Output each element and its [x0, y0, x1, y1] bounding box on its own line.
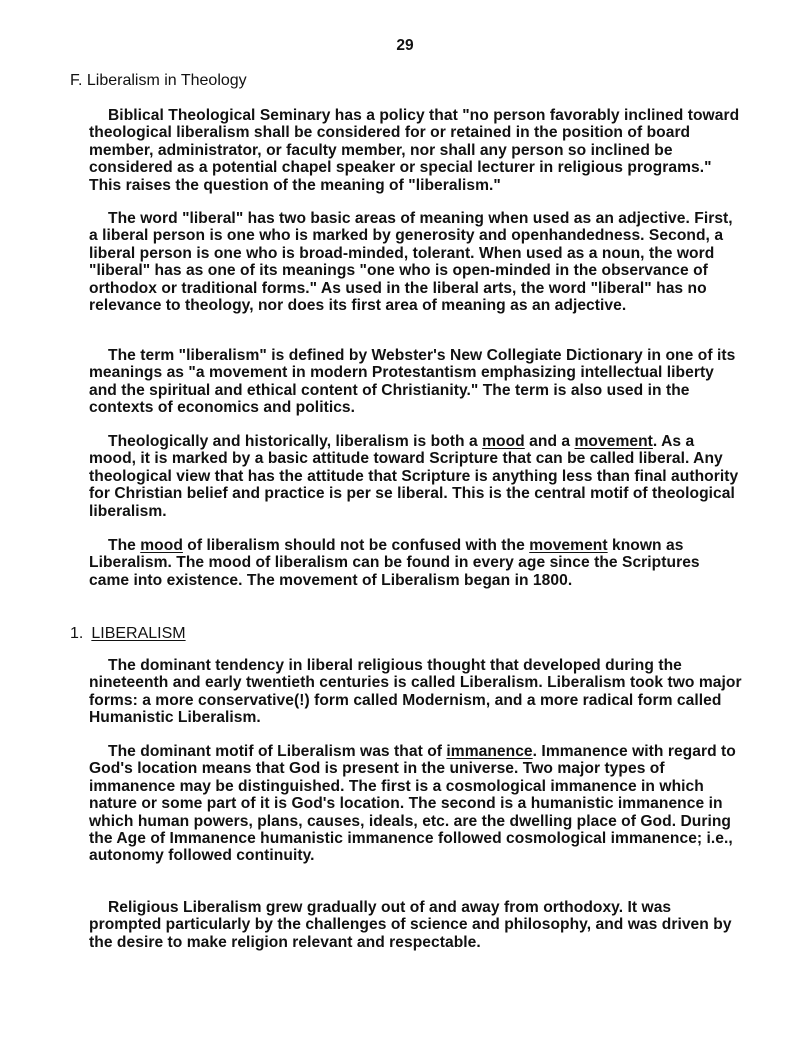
underlined-term: movement — [529, 537, 608, 554]
section-1-paragraph — [89, 743, 744, 865]
section-1-paragraph — [89, 899, 744, 951]
paragraph-text: of liberalism should not be confused with the — [182, 537, 530, 554]
section-1-paragraph — [89, 657, 744, 727]
paragraph-text: The term "liberalism" is defined by Webster's New Collegiate Dictionary in one of its meanings as "a movement in modern Protestantism emphasizing intellectual liberty and the spiritual and ethical content of Christianity." The term is also used in the contexts of economics and politics. — [89, 347, 736, 417]
paragraph-text: Biblical Theological Seminary has a policy that "no person favorably inclined toward theological liberalism shall be considered for or retained in the position of board member, administrator, or faculty member, nor shall any person so inclined be considered as a potential chapel speaker or special lecturer in religious programs." This raises the question of the meaning of "liberalism." — [89, 107, 740, 194]
underlined-term: immanence — [446, 743, 533, 760]
section-f-paragraph — [89, 210, 744, 314]
section-f-paragraph — [89, 433, 744, 520]
section-title: LIBERALISM — [91, 625, 186, 642]
paragraph-text: Religious Liberalism grew gradually out of and away from orthodoxy. It was prompted particularly by the challenges of science and philosophy, and was driven by the desire to make religion relevant and respectable. — [89, 899, 732, 951]
section-f-paragraph — [89, 347, 744, 417]
section-f-paragraph — [89, 537, 744, 589]
page-number: 29 — [396, 37, 414, 54]
section-1-heading — [70, 625, 186, 643]
paragraph-text: Theologically and historically, liberalism is both a — [108, 433, 483, 450]
section-f-heading: F. Liberalism in Theology — [70, 72, 247, 89]
paragraph-text: The word "liberal" has two basic areas of meaning when used as an adjective. First, a liberal person is one who is marked by generosity and openhandedness. Second, a liberal person is one who is broad-minded, tolerant. When used as a noun, the word "liberal" has as one of its meanings "one who is open-minded in the observance of orthodox or traditional forms." As used in the liberal arts, the word "liberal" has no relevance to theology, nor does its first area of meaning as an adjective. — [89, 210, 733, 315]
section-number: 1. — [70, 625, 84, 642]
paragraph-text: and a — [524, 433, 575, 450]
paragraph-text: . As a mood, it is marked by a basic attitude toward Scripture that can be called liberal. Any theological view that has the attitude that Scripture is anything less than final authority for Christian belief and practice is per se liberal. This is the central motif of theological liberalism. — [89, 433, 739, 520]
paragraph-text: The dominant motif of Liberalism was that of — [108, 743, 447, 760]
section-f-paragraph — [89, 107, 744, 194]
underlined-term: mood — [482, 433, 525, 450]
underlined-term: movement — [574, 433, 653, 450]
paragraph-text: known as Liberalism. The mood of liberalism can be found in every age since the Scriptures came into existence. The movement of Liberalism began in 1800. — [89, 537, 700, 589]
paragraph-text: . Immanence with regard to God's location means that God is present in the universe. Two major types of immanence may be distinguished. The first is a cosmological immanence in which nature or some part of it is God's location. The second is a humanistic immanence in which human powers, plans, causes, ideals, etc. are the dwelling place of God. During the Age of Immanence humanistic immanence followed cosmological immanence; i.e., autonomy followed continuity. — [89, 743, 736, 865]
paragraph-text: The dominant tendency in liberal religious thought that developed during the nineteenth and early twentieth centuries is called Liberalism. Liberalism took two major forms: a more conservative(!) form called Modernism, and a more radical form called Humanistic Liberalism. — [89, 657, 742, 727]
underlined-term: mood — [140, 537, 183, 554]
paragraph-text: The — [108, 537, 141, 554]
